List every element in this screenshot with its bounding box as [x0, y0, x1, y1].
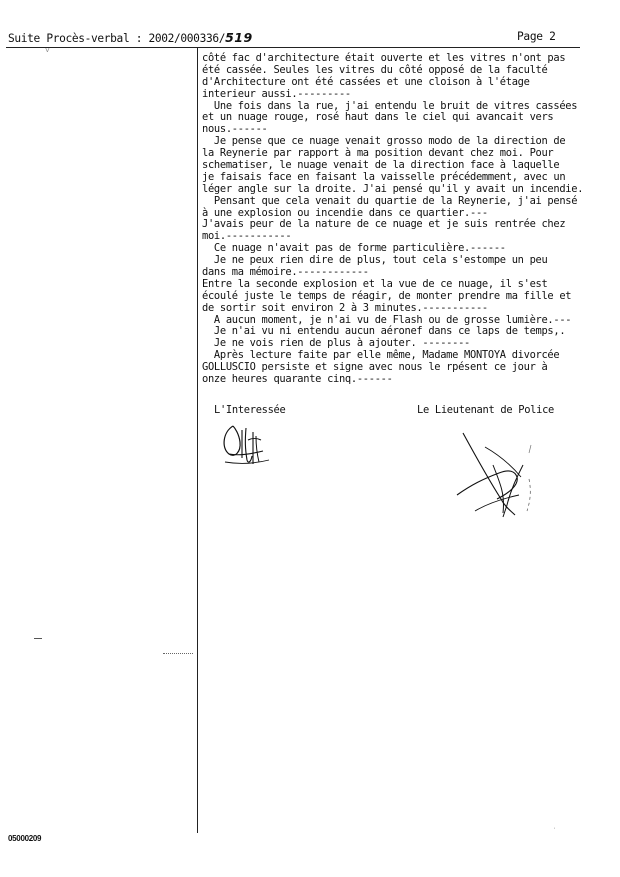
document-code: 05000209 — [8, 834, 42, 843]
statement-line: Pensant que cela venait du quartie de la Reynerie, j'ai pensé — [202, 194, 578, 207]
statement-line: Après lecture faite par elle même, Madame MONTOYA divorcée — [202, 349, 560, 362]
statement-line: à une explosion ou incendie dans ce quartier.--- — [202, 206, 488, 219]
statement-line: Une fois dans la rue, j'ai entendu le bruit de vitres cassées — [202, 99, 578, 112]
statement-line: léger angle sur la droite. J'ai pensé qu'il y avait un incendie. — [202, 182, 584, 195]
statement-line: Je ne peux rien dire de plus, tout cela s'estompe un peu — [202, 254, 548, 267]
statement-line: dans ma mémoire.------------ — [202, 266, 369, 279]
statement-body — [202, 53, 620, 386]
margin-tick — [34, 638, 42, 639]
scan-speck: ˙ — [552, 827, 557, 836]
statement-line: été cassée. Seules les vitres du côté opposé de la faculté — [202, 63, 548, 76]
statement-line: nous.------ — [202, 123, 268, 136]
statement-line: schematiser, le nuage venait de la direction face à laquelle — [202, 159, 560, 172]
statement-line: Entre la seconde explosion et la vue de ce nuage, il s'est — [202, 277, 548, 290]
interested-party-signature — [215, 418, 275, 470]
handwritten-pv-number: 519 — [225, 30, 253, 45]
scan-speck: ˅ — [45, 46, 50, 55]
statement-line: je faisais face en faisant la vaisselle précédemment, avec un — [202, 170, 566, 183]
statement-line: J'avais peur de la nature de ce nuage et je suis rentrée chez — [202, 218, 566, 231]
interested-party-label: L'Interessée — [214, 404, 286, 416]
header-rule — [6, 47, 580, 48]
statement-line: côté fac d'architecture était ouverte et les vitres n'ont pas — [202, 52, 566, 64]
statement-line: A aucun moment, je n'ai vu de Flash ou de grosse lumière.--- — [202, 313, 572, 326]
margin-dotted-tick — [163, 653, 193, 654]
statement-line: Ce nuage n'avait pas de forme particulière.------ — [202, 242, 506, 255]
statement-line: de sortir soit environ 2 à 3 minutes.----------- — [202, 301, 488, 314]
statement-line: interieur aussi.--------- — [202, 87, 351, 100]
statement-line: Je ne vois rien de plus à ajouter. -------- — [202, 337, 471, 350]
statement-line: la Reynerie par rapport à ma position devant chez moi. Pour — [202, 147, 554, 160]
police-lieutenant-label: Le Lieutenant de Police — [417, 404, 554, 416]
statement-line: GOLLUSCIO persiste et signe avec nous le rpésent ce jour à — [202, 361, 548, 374]
police-lieutenant-signature — [445, 425, 555, 535]
page-number: Page 2 — [517, 30, 556, 43]
statement-line: d'Architecture ont été cassées et une cloison à l'étage — [202, 75, 530, 88]
margin-rule — [197, 47, 198, 833]
statement-line: onze heures quarante cinq.------ — [202, 373, 393, 386]
header-prefix: Suite Procès-verbal : 2002/000336/ — [8, 32, 226, 45]
statement-line: moi.----------- — [202, 230, 292, 243]
statement-line: écoulé juste le temps de réagir, de monter prendre ma fille et — [202, 289, 572, 302]
header-reference — [8, 30, 253, 45]
statement-line: Je n'ai vu ni entendu aucun aéronef dans ce laps de temps,. — [202, 325, 566, 338]
statement-line: et un nuage rouge, rosé haut dans le ciel qui avancait vers — [202, 111, 554, 124]
statement-line: Je pense que ce nuage venait grosso modo de la direction de — [202, 135, 566, 148]
